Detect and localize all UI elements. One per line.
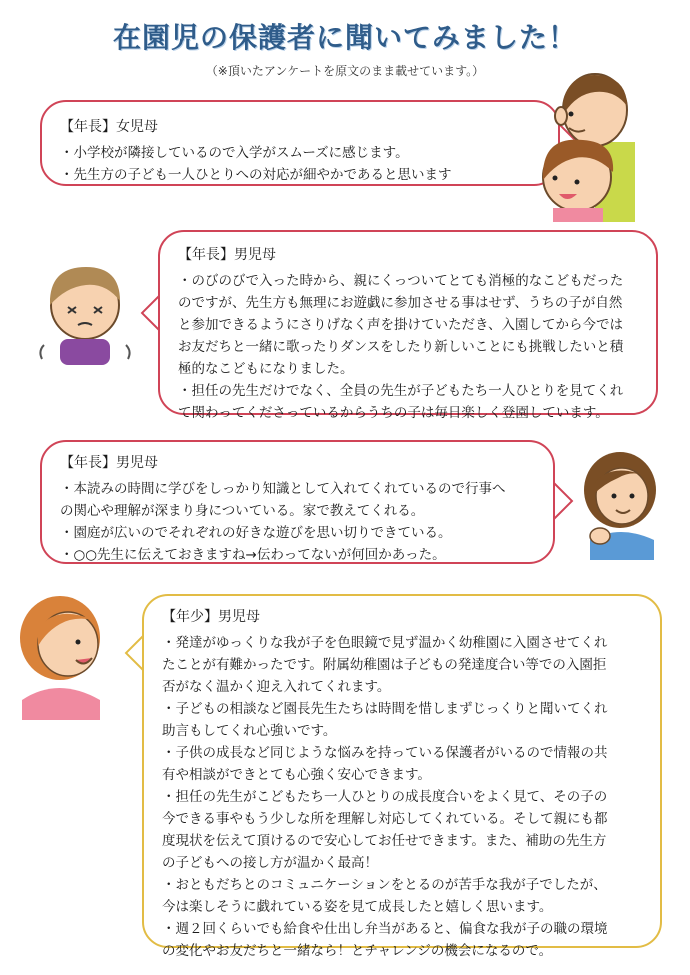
- comment-line: ・発達がゆっくりな我が子を色眼鏡で見ず温かく幼稚園に入園させてくれ: [162, 635, 608, 651]
- comment-line: ・○○先生に伝えておきますね→伝わってないが何回かあった。: [60, 547, 446, 563]
- comment-line: の子どもへの接し方が温かく最高！: [162, 855, 378, 871]
- page-note: （※頂いたアンケートを原文のまま載せています。）: [205, 64, 485, 78]
- comment-line: ・子どもの相談など園長先生たちは時間を惜しまずじっくりと聞いてくれ: [162, 701, 608, 717]
- comment-line: ・小学校が隣接しているので入学がスムーズに感じます。: [60, 145, 409, 161]
- speech-bubble: [158, 230, 658, 421]
- comment-line: お友だちと一緒に歌ったりダンスをしたり新しいことにも挑戦したいと積: [178, 339, 624, 355]
- comment-line: ・担任の先生だけでなく、全員の先生が子どもたち一人ひとりを見てくれ: [178, 383, 624, 399]
- comment-line: のですが、先生方も無理にお遊戯に参加させる事はせず、うちの子が自然: [178, 295, 623, 311]
- parent-child-illustration: [535, 72, 635, 222]
- comment-line: 度現状を伝えて頂けるので安心してお任せできます。また、補助の先生方: [162, 833, 607, 849]
- comment-line: ・担任の先生がこどもたち一人ひとりの成長度合いをよく見て、その子の: [162, 789, 608, 805]
- comment-line: たことが有難かったです。附属幼稚園は子どもの発達度合い等での入園拒: [162, 657, 607, 673]
- comment-line: ・子供の成長など同じような悩みを持っている保護者がいるので情報の共: [162, 745, 608, 761]
- parent-illustration: [8, 590, 118, 720]
- comment-line: 今は楽しそうに戯れている姿を見て成長したと嬉しく思います。: [162, 899, 553, 915]
- comment-line: ・おともだちとのコミュニケーションをとるのが苦手な我が子でしたが、: [162, 877, 607, 893]
- comment-line: 今できる事やもう少しな所を理解し対応してくれている。そして親にも都: [162, 811, 608, 827]
- child-illustration: [30, 255, 140, 365]
- comment-line: ・本読みの時間に学びをしっかり知識として入れてくれているので行事へ: [60, 481, 506, 497]
- comment-line: て関わってくださっているからうちの子は毎日楽しく登園しています。: [178, 405, 609, 421]
- respondent-label: 【年長】男児母: [60, 455, 158, 471]
- comment-line: ・のびのびで入った時から、親にくっついてとても消極的なこどもだった: [178, 273, 624, 289]
- comment-line: 有や相談ができとても心強く安心できます。: [162, 767, 431, 783]
- page-title: 在園児の保護者に聞いてみました！: [112, 21, 577, 54]
- comment-line: 極的なこどもになりました。: [178, 361, 354, 377]
- respondent-label: 【年長】男児母: [178, 247, 276, 263]
- comment-line: の変化やお友だちと一緒なら！とチャレンジの機会になるので。: [162, 943, 553, 959]
- comment-line: と参加できるようにさりげなく声を掛けていただき、入園してから今では: [178, 317, 623, 333]
- comment-line: 否がなく温かく迎え入れてくれます。: [162, 679, 391, 695]
- comment-line: ・園庭が広いのでそれぞれの好きな遊びを思い切りできている。: [60, 525, 452, 541]
- comment-line: ・先生方の子ども一人ひとりへの対応が細やかであると思います: [60, 167, 452, 183]
- comment-line: の関心や理解が深まり身についている。家で教えてくれる。: [60, 503, 425, 519]
- comment-line: 助言もしてくれ心強いです。: [162, 723, 337, 739]
- respondent-label: 【年少】男児母: [162, 609, 260, 625]
- respondent-label: 【年長】女児母: [60, 119, 158, 135]
- speech-bubble: [40, 100, 560, 186]
- speech-bubble: [142, 594, 662, 959]
- comment-line: ・週２回くらいでも給食や仕出し弁当があると、偏食な我が子の職の環境: [162, 921, 608, 937]
- speech-bubble: [40, 440, 555, 564]
- child-illustration: [570, 440, 670, 560]
